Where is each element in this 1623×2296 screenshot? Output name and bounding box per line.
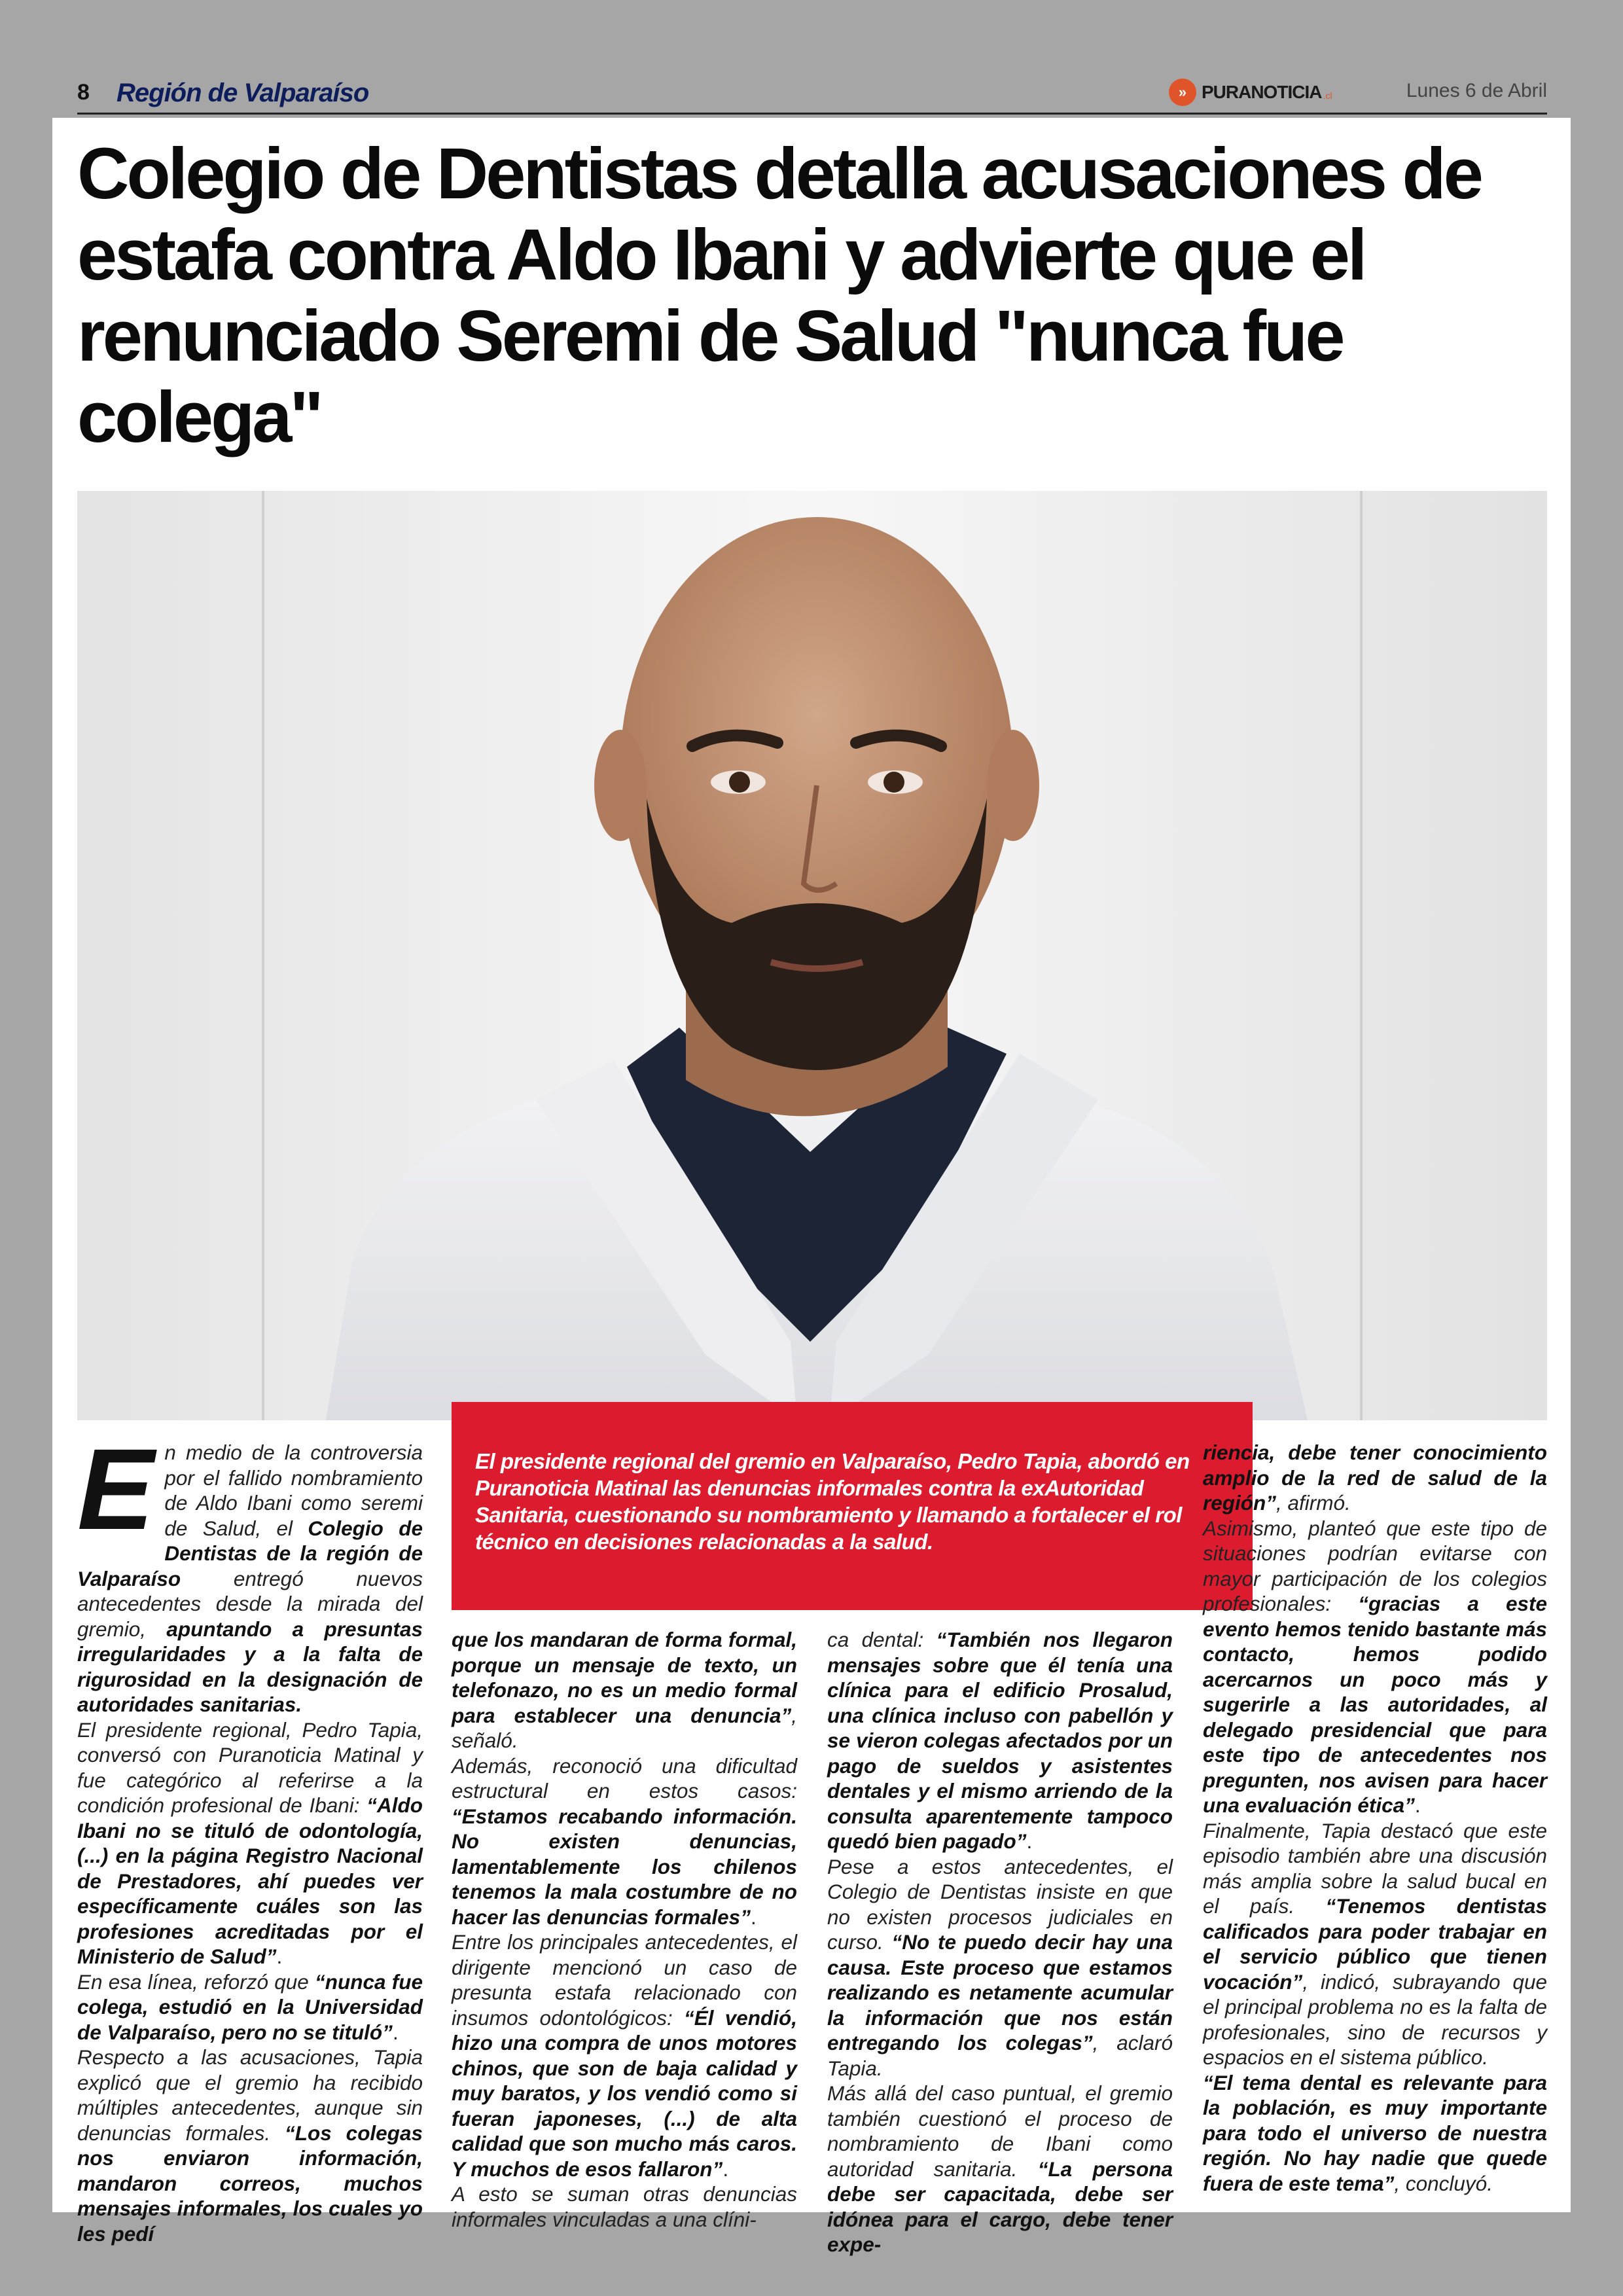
body-text: El presidente regional, Pedro Tapia, conversó con Puranoticia Matinal y fue categórico al referirse a la condición profesional de Ibani: [77,1717,423,1817]
body-text: En esa línea, reforzó que [77,1969,315,1994]
quote-text: que los mandaran de forma formal, porque un mensaje de texto, un telefonazo, no es un medio formal para establecer una denuncia” [452,1628,797,1727]
body-text: n medio de la controversia por el fallido nombramiento de Aldo Ibani como seremi de Salud, el [164,1441,423,1540]
drop-cap: E [77,1426,154,1554]
body-text: , concluyó. [1394,2171,1493,2195]
brand-logo [1169,79,1332,106]
body-text: Asimismo, planteó que este tipo de situaciones podrían evitarse con mayor participación de los colegios profesionales: [1203,1516,1547,1615]
quote-text: “También nos llegaron mensajes sobre que él tenía una clínica para el edificio Prosalud, una clínica incluso con pabellón y se vieron colegas afectados por un pago de sueldos y asistentes dentales y el mismo arriendo de la consulta aparentemente tampoco quedó bien pagado” [827,1628,1173,1853]
quote-text: “gracias a este evento hemos tenido bastante más contacto, hemos podido acercarnos un poco más y sugerirle a las autoridades, al delegado presidencial que para este tipo de antecedentes nos pregunten, nos avisen para hacer una evaluación ética” [1203,1592,1547,1817]
issue-date: Lunes 6 de Abril [1406,80,1547,101]
body-text: . [722,2157,729,2181]
body-text: Finalmente, Tapia destacó que este episodio también abre una discusión más amplia sobre la salud bucal en el país. [1203,1818,1547,1918]
brand-suffix: .cl [1323,90,1332,101]
body-text: , aclaró Tapia. [827,2031,1173,2080]
body-text: . [392,2020,399,2044]
page-header [77,71,1547,115]
body-text: . [276,1945,283,1968]
body-text: ca dental: [827,1628,936,1651]
body-text: , afirmó. [1276,1491,1351,1515]
brand-arrows-icon: » [1169,79,1196,106]
article-column-2 [452,1627,797,2232]
pull-quote: El presidente regional del gremio en Valparaíso, Pedro Tapia, abordó en Puranoticia Matinal las denuncias informales contra la exAutoridad Sanitaria, cuestionando su nombramiento y llamando a fortalecer el rol técnico en decisiones relacionadas a la salud. [452,1402,1253,1610]
body-text: A esto se suman otras denuncias informales vinculadas a una clíni- [452,2182,797,2231]
page-number: 8 [77,80,90,105]
headline: Colegio de Dentistas detalla acusaciones de estafa contra Aldo Ibani y advierte que el renunciado Seremi de Salud "nunca fue colega" [77,134,1481,457]
quote-text: “Los colegas nos enviaron información, mandaron correos, muchos mensajes informales, los cuales yo les pedí [77,2121,423,2246]
body-text: . [750,1905,757,1929]
quote-text: “Aldo Ibani no se tituló de odontología, (...) en la página Registro Nacional de Prestadores, ahí puedes ver específicamente cuáles son las profesiones acreditadas por el Ministerio de Salud” [77,1793,423,1968]
quote-text: “No te puedo decir hay una causa. Este proceso que estamos realizando es netamente acumular la información que nos están entregando los colegas” [827,1930,1173,2054]
quote-text: “Estamos recabando información. No existen denuncias, lamentablemente los chilenos tenemos la mala costumbre de no hacer las denuncias formales” [452,1804,797,1929]
emphasis-text: Colegio de Dentistas de la región de Valparaíso [77,1516,423,1590]
quote-text: “nunca fue colega, estudió en la Universidad de Valparaíso, pero no se tituló” [77,1969,423,2044]
body-text: . [1026,1829,1033,1853]
body-text: Entre los principales antecedentes, el dirigente mencionó un caso de presunta estafa relacionado con insumos odontológicos: [452,1930,797,2030]
body-text: Además, reconoció una dificultad estructural en estos casos: [452,1753,797,1803]
body-text: , indicó, subrayando que el principal problema no es la falta de profesionales, sino de recursos y espacios en el sistema público. [1203,1969,1547,2069]
body-text: , señaló. [452,1703,797,1752]
quote-text: “Él vendió, hizo una compra de unos motores chinos, que son de baja calidad y muy baratos, y los vendió como si fueran japoneses, (...) de alta calidad que son mucho más caros. Y muchos de esos fallaron” [452,2005,798,2181]
article-column-4 [1203,1440,1547,2196]
quote-text: riencia, debe tener conocimiento amplio de la red de salud de la región” [1203,1441,1547,1515]
quote-text: “El tema dental es relevante para la población, es muy importante para todo el universo de nuestra región. No hay nadie que quede fuera de este tema” [1203,2070,1547,2195]
emphasis-text: apuntando a presuntas irregularidades y a la falta de rigurosidad en la designación de autoridades sanitarias. [77,1617,423,1716]
section-title: Región de Valparaíso [116,79,369,107]
portrait-photo [77,491,1547,1420]
article-column-3 [827,1627,1173,2257]
body-text: Pese a estos antecedentes, el Colegio de Dentistas insiste en que no existen procesos judiciales en curso. [827,1854,1173,1954]
quote-text: “Tenemos dentistas calificados para poder trabajar en el servicio público que tienen vocación” [1203,1894,1547,1994]
body-text: Respecto a las acusaciones, Tapia explicó que el gremio ha recibido múltiples antecedentes, aunque sin denuncias formales. [77,2045,423,2145]
body-text: . [1414,1793,1421,1817]
article-column-1 [77,1426,423,2246]
body-text: entregó nuevos antecedentes desde la mirada del gremio, [77,1566,423,1641]
quote-text: “La persona debe ser capacitada, debe ser idónea para el cargo, debe tener expe- [827,2157,1173,2256]
body-text: Más allá del caso puntual, el gremio también cuestionó el proceso de nombramiento de Ibani como autoridad sanitaria. [827,2081,1173,2181]
portrait-photo-icon [77,491,1547,1420]
brand-name: PURANOTICIA [1202,82,1322,102]
